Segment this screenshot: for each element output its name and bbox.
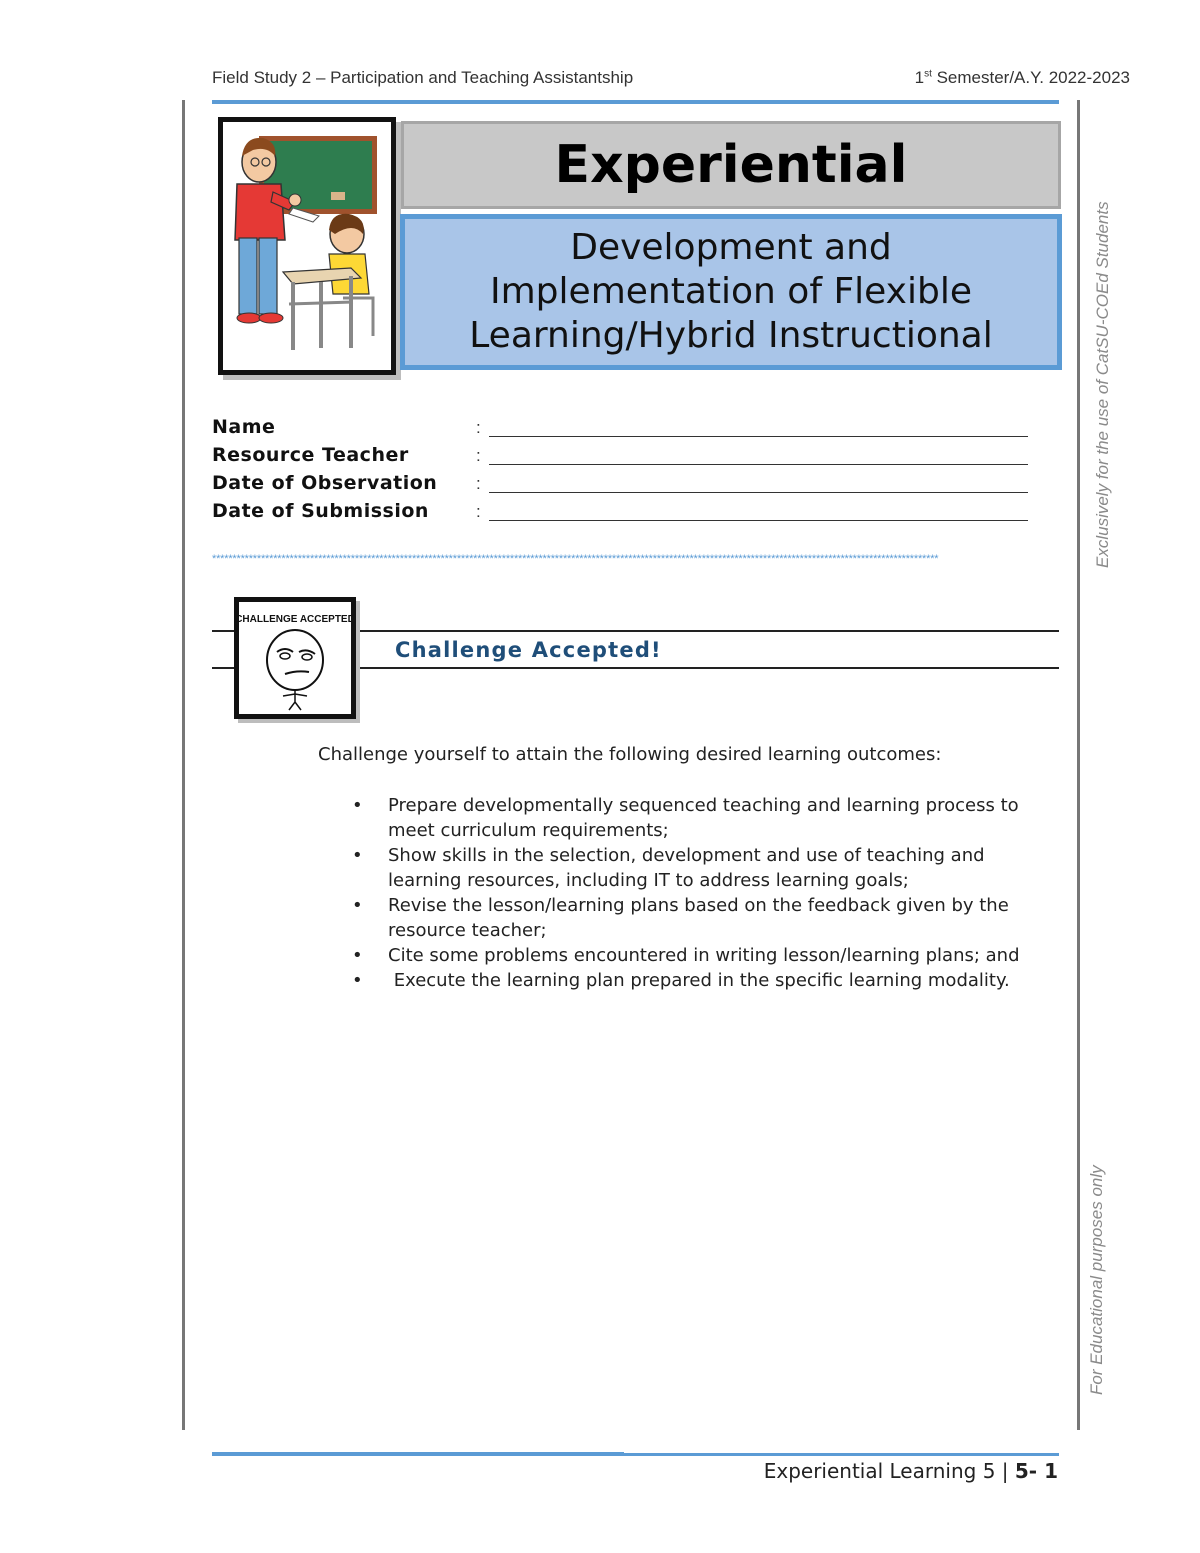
date-observation-label: Date of Observation — [212, 472, 438, 494]
subtitle-line: Learning/Hybrid Instructional — [469, 315, 993, 356]
module-subtitle — [400, 214, 1062, 370]
outcome-text: Prepare developmentally sequenced teaching and learning process to meet curriculum requirements; — [388, 795, 1019, 841]
footer-text: Experiential Learning 5 | — [763, 1459, 1015, 1483]
teacher-student-icon — [223, 122, 391, 370]
bullet-icon: • — [352, 895, 363, 916]
side-note-exclusive: Exclusively for the use of CatSU-COEd Students — [1093, 201, 1112, 568]
name-label: Name — [212, 416, 276, 438]
challenge-accepted-badge — [234, 597, 356, 719]
side-note-educational: For Educational purposes only — [1087, 1165, 1106, 1395]
challenge-title: Challenge Accepted! — [395, 638, 662, 662]
badge-caption: CHALLENGE ACCEPTED — [239, 614, 351, 625]
page-number: 5- 1 — [1014, 1459, 1058, 1483]
date-submission-field[interactable] — [489, 520, 1028, 521]
name-colon: : — [476, 418, 481, 437]
footer-rule — [624, 1453, 1059, 1456]
outcome-text: Execute the learning plan prepared in the specific learning modality. — [388, 970, 1010, 991]
semester-ordinal: 1 — [914, 68, 925, 87]
right-margin-rule — [1077, 100, 1080, 1430]
teacher-student-illustration — [218, 117, 396, 375]
resource-teacher-label: Resource Teacher — [212, 444, 409, 466]
footer-rule — [212, 1452, 624, 1456]
list-item — [352, 943, 1062, 968]
list-item — [352, 843, 1062, 893]
semester-year: Semester/A.Y. 2022-2023 — [931, 68, 1130, 87]
bullet-icon: • — [352, 795, 363, 816]
date-submission-colon: : — [476, 502, 481, 521]
bullet-icon: • — [352, 970, 363, 991]
header-semester — [915, 68, 1130, 88]
left-margin-rule — [182, 100, 185, 1430]
page-title: Experiential — [401, 121, 1061, 209]
list-item — [352, 793, 1062, 843]
subtitle-line: Implementation of Flexible — [490, 271, 972, 312]
star-divider: ********************************************************************************************************************************************************************************** — [212, 553, 939, 565]
semester-ordinal-suffix: st — [924, 68, 932, 80]
footer-page-label — [764, 1459, 1058, 1483]
outcome-text: Cite some problems encountered in writing lesson/learning plans; and — [388, 945, 1020, 966]
header-course-title: Field Study 2 – Participation and Teaching Assistantship — [212, 68, 634, 87]
challenge-intro: Challenge yourself to attain the following desired learning outcomes: — [318, 744, 942, 765]
bullet-icon: • — [352, 945, 363, 966]
name-field[interactable] — [489, 436, 1028, 437]
resource-teacher-colon: : — [476, 446, 481, 465]
list-item — [352, 968, 1062, 993]
learning-outcomes-list — [352, 793, 1062, 993]
resource-teacher-field[interactable] — [489, 464, 1028, 465]
date-submission-label: Date of Submission — [212, 500, 429, 522]
challenge-accepted-meme-icon — [239, 602, 351, 714]
subtitle-line: Development and — [570, 227, 892, 268]
bullet-icon: • — [352, 845, 363, 866]
outcome-text: Revise the lesson/learning plans based on the feedback given by the resource teacher; — [388, 895, 1009, 941]
date-observation-colon: : — [476, 474, 481, 493]
list-item — [352, 893, 1062, 943]
date-observation-field[interactable] — [489, 492, 1028, 493]
header-rule — [212, 100, 1059, 104]
outcome-text: Show skills in the selection, development and use of teaching and learning resources, including IT to address learning goals; — [388, 845, 985, 891]
